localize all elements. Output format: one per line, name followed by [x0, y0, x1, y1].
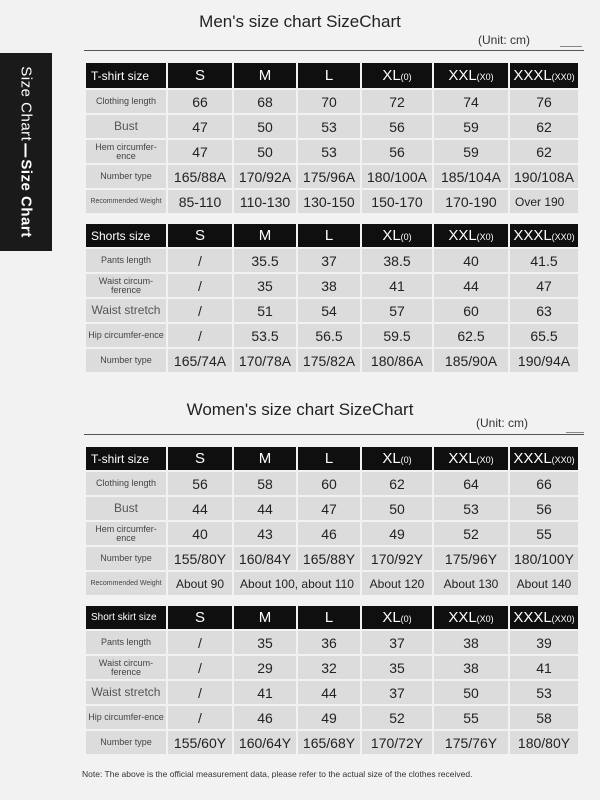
header-label-cell: Short skirt size [86, 606, 166, 629]
cell: 37 [362, 631, 432, 654]
header-size-l: L [298, 224, 360, 247]
men-unit-label: (Unit: cm) [478, 33, 530, 47]
row-label: Hip circumfer-ence [86, 324, 166, 347]
women-unit-label: (Unit: cm) [476, 416, 528, 430]
cell: 43 [234, 522, 296, 545]
cell: 53.5 [234, 324, 296, 347]
cell: 35 [234, 631, 296, 654]
header-size-m: M [234, 63, 296, 88]
table-row [86, 349, 578, 372]
cell: 47 [168, 140, 232, 163]
cell: 49 [362, 522, 432, 545]
cell: 165/74A [168, 349, 232, 372]
cell: 185/90A [434, 349, 508, 372]
cell: 70 [298, 90, 360, 113]
header-size-m: M [234, 224, 296, 247]
cell: / [168, 631, 232, 654]
table-row [86, 497, 578, 520]
header-label-cell: T-shirt size [86, 447, 166, 470]
header-size-xl: XL(0) [362, 447, 432, 470]
row-label: Bust [86, 115, 166, 138]
header-size-m: M [234, 447, 296, 470]
cell: 66 [510, 472, 578, 495]
cell: 35 [362, 656, 432, 679]
women-title-rule [84, 434, 584, 435]
women-skirt-table [84, 604, 580, 756]
cell: 41 [510, 656, 578, 679]
cell: 55 [434, 706, 508, 729]
cell: 50 [234, 140, 296, 163]
row-label: Number type [86, 165, 166, 188]
footnote: Note: The above is the official measurement data, please refer to the actual size of the clothes received. [82, 769, 473, 779]
header-size-xxl: XXL(X0) [434, 447, 508, 470]
cell: 180/100A [362, 165, 432, 188]
cell: 72 [362, 90, 432, 113]
table-row [86, 656, 578, 679]
cell: 57 [362, 299, 432, 322]
cell: 85-110 [168, 190, 232, 213]
cell: 66 [168, 90, 232, 113]
table-row [86, 547, 578, 570]
header-size-xxxl: XXXL(XX0) [510, 63, 578, 88]
header-size-xl: XL(0) [362, 63, 432, 88]
cell: About 130 [434, 572, 508, 595]
table-header-row [86, 224, 578, 247]
cell: 54 [298, 299, 360, 322]
men-title-rule [84, 50, 584, 51]
cell: 62 [362, 472, 432, 495]
table-row [86, 572, 578, 595]
men-section-title: Men's size chart SizeChart [199, 12, 401, 31]
table-row [86, 324, 578, 347]
cell: 44 [168, 497, 232, 520]
cell: 170/92A [234, 165, 296, 188]
cell: Over 190 [510, 190, 578, 213]
cell: 41 [362, 274, 432, 297]
cell: 60 [298, 472, 360, 495]
header-size-xl: XL(0) [362, 606, 432, 629]
women-section-title: Women's size chart SizeChart [186, 400, 414, 419]
cell: 56 [510, 497, 578, 520]
cell: 53 [434, 497, 508, 520]
cell: About 140 [510, 572, 578, 595]
cell: 56.5 [298, 324, 360, 347]
header-size-l: L [298, 63, 360, 88]
cell: 180/100Y [510, 547, 578, 570]
cell: / [168, 249, 232, 272]
cell: 44 [298, 681, 360, 704]
cell: 50 [234, 115, 296, 138]
cell: 190/108A [510, 165, 578, 188]
table-row [86, 299, 578, 322]
cell: 68 [234, 90, 296, 113]
cell: 64 [434, 472, 508, 495]
cell: 44 [234, 497, 296, 520]
cell: 170-190 [434, 190, 508, 213]
cell: 56 [362, 115, 432, 138]
cell: About 90 [168, 572, 232, 595]
cell: 40 [168, 522, 232, 545]
table-header-row [86, 63, 578, 88]
cell: 37 [362, 681, 432, 704]
cell: 29 [234, 656, 296, 679]
table-row [86, 140, 578, 163]
header-size-xl: XL(0) [362, 224, 432, 247]
cell: 53 [298, 140, 360, 163]
cell: / [168, 299, 232, 322]
cell: 56 [362, 140, 432, 163]
side-label-dash [24, 143, 26, 157]
cell: 160/84Y [234, 547, 296, 570]
header-size-xxxl: XXXL(XX0) [510, 606, 578, 629]
cell: / [168, 656, 232, 679]
row-label: Number type [86, 731, 166, 754]
cell: 62.5 [434, 324, 508, 347]
row-label: Waist circum-ference [86, 656, 166, 679]
row-label: Hem circumfer-ence [86, 140, 166, 163]
cell: 52 [362, 706, 432, 729]
cell: 37 [298, 249, 360, 272]
cell: 47 [168, 115, 232, 138]
cell: 165/88A [168, 165, 232, 188]
cell: 62 [510, 115, 578, 138]
row-label: Recommended Weight [86, 572, 166, 595]
header-size-s: S [168, 63, 232, 88]
cell: 170/78A [234, 349, 296, 372]
cell: 180/80Y [510, 731, 578, 754]
row-label: Clothing length [86, 472, 166, 495]
header-size-m: M [234, 606, 296, 629]
cell: 56 [168, 472, 232, 495]
row-label: Recommended Weight [86, 190, 166, 213]
cell: 110-130 [234, 190, 296, 213]
side-label-tab [0, 53, 52, 251]
side-label-text [18, 66, 35, 237]
header-size-xxxl: XXXL(XX0) [510, 224, 578, 247]
cell: 47 [298, 497, 360, 520]
cell: 76 [510, 90, 578, 113]
table-row [86, 522, 578, 545]
table-row [86, 681, 578, 704]
cell: 74 [434, 90, 508, 113]
women-title-rule-accent [566, 432, 584, 433]
cell: 170/92Y [362, 547, 432, 570]
cell: 170/72Y [362, 731, 432, 754]
table-row [86, 90, 578, 113]
cell: 38 [434, 631, 508, 654]
cell: 59.5 [362, 324, 432, 347]
header-label-cell: T-shirt size [86, 63, 166, 88]
table-header-row [86, 606, 578, 629]
row-label: Hem circumfer-ence [86, 522, 166, 545]
row-label: Number type [86, 349, 166, 372]
cell: 35.5 [234, 249, 296, 272]
cell: 60 [434, 299, 508, 322]
row-label: Number type [86, 547, 166, 570]
cell: About 120 [362, 572, 432, 595]
cell: 58 [234, 472, 296, 495]
cell: 180/86A [362, 349, 432, 372]
cell: 53 [510, 681, 578, 704]
cell: 130-150 [298, 190, 360, 213]
table-row [86, 274, 578, 297]
cell: 38 [298, 274, 360, 297]
row-label: Bust [86, 497, 166, 520]
cell: 155/80Y [168, 547, 232, 570]
cell: 185/104A [434, 165, 508, 188]
cell: 38 [434, 656, 508, 679]
side-label-part2: Size Chart [17, 159, 35, 238]
table-row [86, 115, 578, 138]
cell: 52 [434, 522, 508, 545]
header-size-xxxl: XXXL(XX0) [510, 447, 578, 470]
side-label-part1: Size Chart [17, 66, 35, 142]
row-label: Waist stretch [86, 299, 166, 322]
cell: 41.5 [510, 249, 578, 272]
cell: 55 [510, 522, 578, 545]
cell: 47 [510, 274, 578, 297]
cell: 175/76Y [434, 731, 508, 754]
men-title-rule-accent [560, 46, 582, 47]
cell: / [168, 274, 232, 297]
cell: 44 [434, 274, 508, 297]
cell: 46 [298, 522, 360, 545]
cell: 175/96Y [434, 547, 508, 570]
women-tshirt-table [84, 445, 580, 597]
cell: 165/88Y [298, 547, 360, 570]
header-size-l: L [298, 447, 360, 470]
cell: 150-170 [362, 190, 432, 213]
cell: 59 [434, 140, 508, 163]
cell: / [168, 324, 232, 347]
cell: 165/68Y [298, 731, 360, 754]
table-header-row [86, 447, 578, 470]
row-label: Pants length [86, 249, 166, 272]
cell: 41 [234, 681, 296, 704]
header-size-s: S [168, 447, 232, 470]
cell: 65.5 [510, 324, 578, 347]
cell: 51 [234, 299, 296, 322]
cell: 62 [510, 140, 578, 163]
men-tshirt-table [84, 61, 580, 215]
men-shorts-table [84, 222, 580, 374]
cell: 63 [510, 299, 578, 322]
row-label: Hip circumfer-ence [86, 706, 166, 729]
header-size-xxl: XXL(X0) [434, 63, 508, 88]
table-row [86, 631, 578, 654]
table-row [86, 472, 578, 495]
cell: 32 [298, 656, 360, 679]
header-size-s: S [168, 224, 232, 247]
header-size-xxl: XXL(X0) [434, 606, 508, 629]
cell: / [168, 706, 232, 729]
cell: 50 [362, 497, 432, 520]
cell: 50 [434, 681, 508, 704]
header-label-cell: Shorts size [86, 224, 166, 247]
cell: 40 [434, 249, 508, 272]
cell: 46 [234, 706, 296, 729]
cell: 49 [298, 706, 360, 729]
cell: 39 [510, 631, 578, 654]
cell: 175/96A [298, 165, 360, 188]
table-row [86, 190, 578, 213]
cell: 36 [298, 631, 360, 654]
cell: 175/82A [298, 349, 360, 372]
cell: About 100, about 110 [234, 572, 360, 595]
cell: 35 [234, 274, 296, 297]
cell: 190/94A [510, 349, 578, 372]
cell: 160/64Y [234, 731, 296, 754]
cell: 59 [434, 115, 508, 138]
cell: 38.5 [362, 249, 432, 272]
table-row [86, 249, 578, 272]
header-size-l: L [298, 606, 360, 629]
table-row [86, 706, 578, 729]
header-size-s: S [168, 606, 232, 629]
cell: / [168, 681, 232, 704]
header-size-xxl: XXL(X0) [434, 224, 508, 247]
table-row [86, 165, 578, 188]
row-label: Pants length [86, 631, 166, 654]
row-label: Waist stretch [86, 681, 166, 704]
cell: 53 [298, 115, 360, 138]
row-label: Clothing length [86, 90, 166, 113]
row-label: Waist circum-ference [86, 274, 166, 297]
cell: 155/60Y [168, 731, 232, 754]
table-row [86, 731, 578, 754]
cell: 58 [510, 706, 578, 729]
